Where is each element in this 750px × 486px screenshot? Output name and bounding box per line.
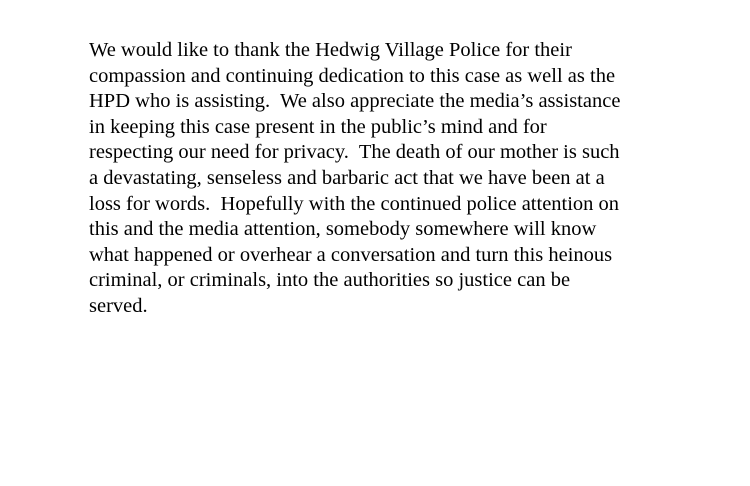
paragraph-line: criminal, or criminals, into the authorities so justice can be — [89, 269, 571, 292]
paragraph-line: compassion and continuing dedication to this case as well as the — [89, 64, 616, 87]
paragraph-line: respecting our need for privacy. The death of our mother is such — [89, 141, 620, 164]
paragraph-line: a devastating, senseless and barbaric act that we have been at a — [89, 166, 605, 189]
paragraph-line: HPD who is assisting. We also appreciate the media’s assistance — [89, 90, 621, 113]
paragraph-line: what happened or overhear a conversation and turn this heinous — [89, 243, 613, 266]
paragraph-line: loss for words. Hopefully with the continued police attention on — [89, 192, 620, 215]
paragraph-line: in keeping this case present in the public’s mind and for — [89, 115, 547, 138]
statement-paragraph — [89, 38, 689, 320]
paragraph-line: this and the media attention, somebody somewhere will know — [89, 218, 597, 241]
paragraph-line: served. — [89, 294, 148, 317]
paragraph-line: We would like to thank the Hedwig Village Police for their — [89, 39, 572, 61]
